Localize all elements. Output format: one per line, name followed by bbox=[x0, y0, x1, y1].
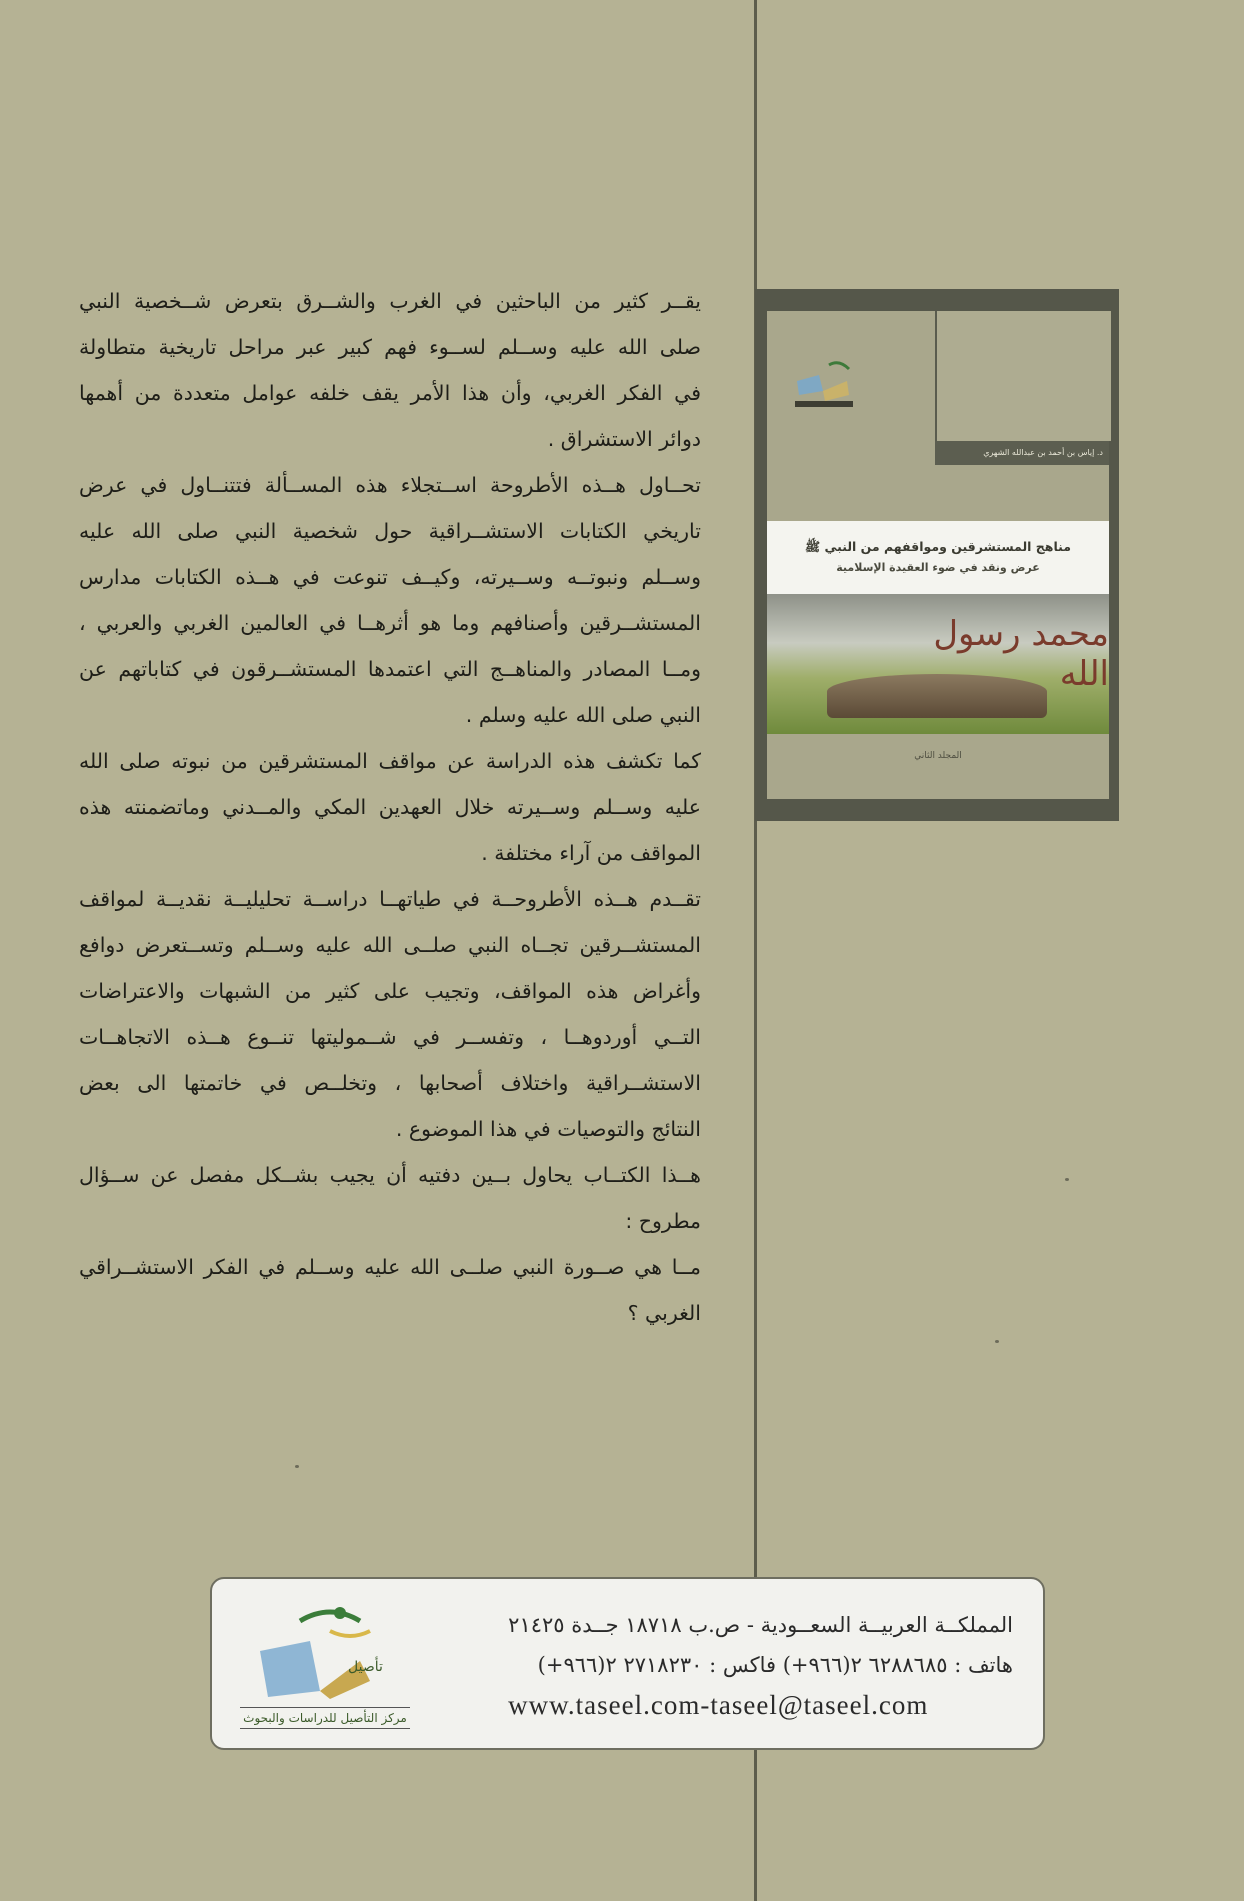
blurb-line: المستشــرقين وأصنافهم وما هو أثرهــا في العالمين الغربي والعربي ، bbox=[79, 611, 701, 635]
blurb-line: المواقف من آراء مختلفة . bbox=[481, 841, 701, 865]
cover-image bbox=[767, 594, 1109, 734]
blurb-line: كما تكشف هذه الدراسة عن مواقف المستشرقين من نبوته صلى الله bbox=[79, 749, 701, 773]
blurb-line: وأغراض هذه المواقف، وتجيب على كثير من الشبهات والاعتراضات bbox=[79, 979, 701, 1003]
blurb-line: وســلم ونبوتــه وســيرته، وكيــف تنوعت في هــذه الكتابات مدارس bbox=[79, 565, 701, 589]
blurb-line: دوائر الاستشراق . bbox=[547, 427, 701, 451]
publisher-contact bbox=[508, 1605, 1013, 1725]
blurb-line: يقــر كثير من الباحثين في الغرب والشــرق بتعرض شــخصية النبي bbox=[79, 289, 701, 313]
cover-thumbnail bbox=[755, 289, 1119, 821]
publisher-address: المملكــة العربيــة السعــودية - ص.ب ١٨٧١٨ جــدة ٢١٤٢٥ bbox=[508, 1613, 1013, 1637]
publisher-logo bbox=[240, 1601, 410, 1729]
blurb-line: هــذا الكتــاب يحاول بــين دفتيه أن يجيب بشــكل مفصل عن ســؤال bbox=[79, 1163, 701, 1187]
cover-title: مناهج المستشرقين ومواقفهم من النبي ﷺ bbox=[805, 539, 1071, 554]
cover-calligraphy: محمد رسول الله bbox=[933, 614, 1109, 694]
blurb-line: المستشــرقين تجــاه النبي صلــى الله عليه وســلم وتســتعرض دوافع bbox=[79, 933, 701, 957]
logo-word: تأصيل bbox=[348, 1659, 383, 1675]
blurb-line: مــا هي صــورة النبي صلــى الله عليه وســلم في الفكر الاستشــراقي bbox=[79, 1255, 701, 1279]
book-logo-icon bbox=[240, 1601, 410, 1701]
blurb-line: في الفكر الغربي، وأن هذا الأمر يقف خلفه عوامل متعددة من أهمها bbox=[79, 381, 701, 405]
cover-inner bbox=[767, 311, 1109, 799]
cover-title-band bbox=[767, 521, 1109, 594]
print-speck bbox=[295, 1465, 299, 1468]
blurb-line: تاريخي الكتابات الاستشــراقية حول شخصية النبي صلى الله عليه bbox=[79, 519, 701, 543]
blurb-line: النتائج والتوصيات في هذا الموضوع . bbox=[395, 1117, 701, 1141]
blurb-line: تحــاول هــذه الأطروحة اســتجلاء هذه المســألة فتتنــاول في عرض bbox=[79, 473, 701, 497]
publisher-phone-fax: هاتف : ٦٢٨٨٦٨٥ ٢(٩٦٦+) فاكس : ٢٧١٨٢٣٠ ٢(٩٦٦+) bbox=[537, 1653, 1013, 1677]
blurb-line: عليه وســلم وســيرته خلال العهدين المكي والمــدني وماتضمنته هذه bbox=[79, 795, 701, 819]
blurb-line: التــي أوردوهــا ، وتفســر في شــموليتها تنــوع هــذه الاتجاهــات bbox=[79, 1025, 701, 1049]
back-cover-blurb bbox=[79, 278, 701, 1336]
publisher-info-box bbox=[210, 1577, 1045, 1750]
publisher-logo-icon bbox=[789, 351, 859, 411]
blurb-line: تقــدم هــذه الأطروحــة في طياتهــا دراســة تحليليــة نقديــة لمواقف bbox=[79, 887, 701, 911]
print-speck bbox=[995, 1340, 999, 1343]
blurb-line: مطروح : bbox=[625, 1209, 701, 1233]
cover-author: د. إياس بن أحمد بن عبدالله الشهري bbox=[935, 441, 1109, 465]
cover-subtitle: عرض ونقد في ضوء العقيدة الإسلامية bbox=[836, 561, 1040, 574]
print-speck bbox=[1065, 1178, 1069, 1181]
cover-panel bbox=[935, 311, 1111, 441]
blurb-line: الغربي ؟ bbox=[627, 1301, 701, 1325]
publisher-website-email: www.taseel.com-taseel@taseel.com bbox=[508, 1690, 929, 1720]
blurb-line: صلى الله عليه وســلم لســوء فهم كبير عبر مراحل تاريخية متطاولة bbox=[79, 335, 701, 359]
blurb-line: الاستشــراقية واختلاف أصحابها ، وتخلــص في خاتمتها الى بعض bbox=[79, 1071, 701, 1095]
blurb-line: ومــا المصادر والمناهــج التي اعتمدها المستشــرقون في كتاباتهم عن bbox=[79, 657, 701, 681]
logo-caption: مركز التأصيل للدراسات والبحوث bbox=[240, 1707, 410, 1729]
cover-volume: المجلد الثاني bbox=[914, 751, 962, 761]
blurb-line: النبي صلى الله عليه وسلم . bbox=[465, 703, 701, 727]
